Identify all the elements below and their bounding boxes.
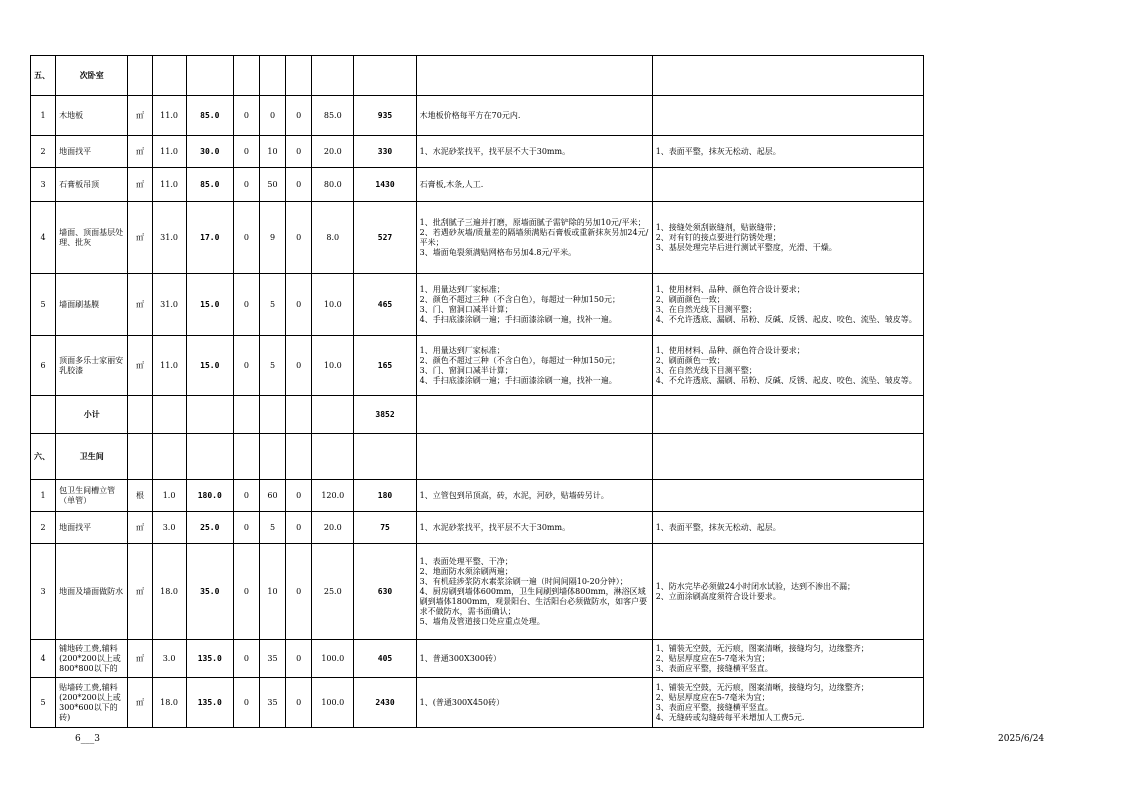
item-unit: ㎡	[128, 96, 152, 136]
section-title: 卫生间	[56, 434, 128, 480]
item-quality-requirement: 1、表面平整，抹灰无松动、起层。	[652, 136, 923, 168]
item-total: 935	[354, 96, 416, 136]
item-cost-3: 0	[286, 136, 312, 168]
item-cost-2: 5	[259, 512, 285, 544]
empty-cell	[31, 396, 56, 434]
item-quantity: 3.0	[152, 640, 186, 678]
subtotal-row	[31, 396, 924, 434]
table-row	[31, 96, 924, 136]
empty-cell	[354, 434, 416, 480]
item-process-note: 1、普通300X300砖）	[416, 640, 652, 678]
item-number: 3	[31, 544, 56, 640]
item-unit: ㎡	[128, 202, 152, 274]
item-name: 包卫生间槽立管（单管）	[56, 480, 128, 512]
item-unit: ㎡	[128, 678, 152, 728]
item-cost-3: 0	[286, 96, 312, 136]
item-name: 墙面刷基膜	[56, 274, 128, 336]
item-name: 木地板	[56, 96, 128, 136]
item-cost-3: 0	[286, 202, 312, 274]
empty-cell	[312, 396, 354, 434]
item-unit: ㎡	[128, 136, 152, 168]
item-unit: 根	[128, 480, 152, 512]
item-total: 75	[354, 512, 416, 544]
item-cost-1: 0	[233, 640, 259, 678]
section-number: 六、	[31, 434, 56, 480]
item-unit: ㎡	[128, 274, 152, 336]
empty-cell	[652, 434, 923, 480]
item-total: 2430	[354, 678, 416, 728]
item-number: 5	[31, 678, 56, 728]
item-quality-requirement: 1、铺装无空鼓，无污痕，图案清晰，接缝均匀，边缘整齐； 2、贴层厚度应在5-7毫米为宜； 3、表面应平整，接缝横平竖直。 4、无缝砖或勾缝砖每平米增加人工费5元.	[652, 678, 923, 728]
item-process-note: 石膏板,木条,人工.	[416, 168, 652, 202]
item-unit-price: 135.0	[186, 678, 233, 728]
empty-cell	[652, 396, 923, 434]
item-cost-3: 0	[286, 512, 312, 544]
item-cost-4: 100.0	[312, 678, 354, 728]
item-unit-price: 35.0	[186, 544, 233, 640]
empty-cell	[312, 56, 354, 96]
item-number: 1	[31, 96, 56, 136]
item-cost-2: 9	[259, 202, 285, 274]
table-row	[31, 640, 924, 678]
item-quantity: 18.0	[152, 544, 186, 640]
empty-cell	[128, 434, 152, 480]
item-cost-1: 0	[233, 512, 259, 544]
empty-cell	[286, 56, 312, 96]
item-number: 4	[31, 640, 56, 678]
item-total: 405	[354, 640, 416, 678]
item-process-note: 1、水泥砂浆找平，找平层不大于30mm。	[416, 512, 652, 544]
item-unit: ㎡	[128, 512, 152, 544]
item-quantity: 11.0	[152, 136, 186, 168]
item-unit-price: 15.0	[186, 274, 233, 336]
item-cost-2: 0	[259, 96, 285, 136]
item-quality-requirement	[652, 480, 923, 512]
item-total: 165	[354, 336, 416, 396]
item-unit-price: 25.0	[186, 512, 233, 544]
item-cost-2: 10	[259, 136, 285, 168]
empty-cell	[286, 396, 312, 434]
empty-cell	[416, 56, 652, 96]
item-cost-3: 0	[286, 274, 312, 336]
empty-cell	[152, 56, 186, 96]
quote-table	[30, 55, 924, 728]
item-name: 地面找平	[56, 136, 128, 168]
section-number: 五、	[31, 56, 56, 96]
empty-cell	[312, 434, 354, 480]
item-cost-2: 60	[259, 480, 285, 512]
item-cost-3: 0	[286, 640, 312, 678]
item-cost-4: 20.0	[312, 136, 354, 168]
item-total: 1430	[354, 168, 416, 202]
item-unit-price: 85.0	[186, 168, 233, 202]
item-number: 2	[31, 512, 56, 544]
item-cost-1: 0	[233, 96, 259, 136]
empty-cell	[128, 396, 152, 434]
item-name: 墙面、顶面基层处理、批灰	[56, 202, 128, 274]
item-name: 贴墙砖工费,辅料(200*200以上或300*600以下的砖)	[56, 678, 128, 728]
item-number: 3	[31, 168, 56, 202]
item-process-note: 1、立管包到吊顶高，砖，水泥，河砂，贴墙砖另计。	[416, 480, 652, 512]
item-quantity: 11.0	[152, 336, 186, 396]
item-number: 6	[31, 336, 56, 396]
empty-cell	[259, 396, 285, 434]
item-unit-price: 180.0	[186, 480, 233, 512]
item-total: 330	[354, 136, 416, 168]
item-cost-2: 50	[259, 168, 285, 202]
item-cost-4: 100.0	[312, 640, 354, 678]
section-header-row	[31, 434, 924, 480]
empty-cell	[354, 56, 416, 96]
empty-cell	[152, 434, 186, 480]
item-cost-1: 0	[233, 678, 259, 728]
item-cost-2: 5	[259, 336, 285, 396]
section-title: 次卧室	[56, 56, 128, 96]
item-unit: ㎡	[128, 336, 152, 396]
item-cost-3: 0	[286, 480, 312, 512]
table-row	[31, 480, 924, 512]
table-row	[31, 336, 924, 396]
item-name: 铺地砖工费,辅料(200*200以上或800*800以下的	[56, 640, 128, 678]
item-cost-4: 85.0	[312, 96, 354, 136]
empty-cell	[259, 434, 285, 480]
item-quantity: 3.0	[152, 512, 186, 544]
empty-cell	[286, 434, 312, 480]
item-quantity: 11.0	[152, 168, 186, 202]
item-unit-price: 135.0	[186, 640, 233, 678]
item-unit: ㎡	[128, 640, 152, 678]
item-quality-requirement: 1、使用材料、品种、颜色符合设计要求； 2、刷面颜色一致； 3、在自然光线下目测平整； 4、不允许透底、漏刷、吊粉、反碱、反锈、起皮、咬色、流坠、皱皮等。	[652, 274, 923, 336]
empty-cell	[652, 56, 923, 96]
empty-cell	[186, 434, 233, 480]
item-cost-2: 10	[259, 544, 285, 640]
subtotal-value: 3852	[354, 396, 416, 434]
empty-cell	[128, 56, 152, 96]
item-cost-1: 0	[233, 336, 259, 396]
item-number: 4	[31, 202, 56, 274]
page-number: 6___3	[75, 734, 100, 744]
item-total: 180	[354, 480, 416, 512]
table-row	[31, 274, 924, 336]
item-name: 顶面多乐士家丽安乳胶漆	[56, 336, 128, 396]
item-cost-4: 80.0	[312, 168, 354, 202]
item-cost-2: 35	[259, 678, 285, 728]
table-row	[31, 512, 924, 544]
empty-cell	[416, 434, 652, 480]
item-unit: ㎡	[128, 168, 152, 202]
item-cost-3: 0	[286, 678, 312, 728]
item-process-note: 1、批刮腻子三遍并打磨，原墙面腻子需铲除的另加10元/平米； 2、若遇砂灰墙/质量差的隔墙须满贴石膏板或重新抹灰另加24元/平米； 3、墙面龟裂须满贴网格布另加4.8元/平米。	[416, 202, 652, 274]
item-name: 地面及墙面做防水	[56, 544, 128, 640]
item-process-note: 1、水泥砂浆找平，找平层不大于30mm。	[416, 136, 652, 168]
print-date: 2025/6/24	[998, 734, 1045, 744]
item-cost-4: 25.0	[312, 544, 354, 640]
item-cost-1: 0	[233, 136, 259, 168]
item-cost-1: 0	[233, 480, 259, 512]
item-total: 630	[354, 544, 416, 640]
item-cost-3: 0	[286, 336, 312, 396]
item-process-note: 1、用量达到厂家标准； 2、颜色不超过三种（不含白色），每超过一种加150元； 3、门、窗洞口减半计算； 4、手扫底漆涂刷一遍；手扫面漆涂刷一遍，找补一遍。	[416, 336, 652, 396]
empty-cell	[233, 56, 259, 96]
item-cost-1: 0	[233, 274, 259, 336]
item-quantity: 18.0	[152, 678, 186, 728]
empty-cell	[233, 434, 259, 480]
item-quality-requirement: 1、使用材料、品种、颜色符合设计要求； 2、刷面颜色一致； 3、在自然光线下目测平整； 4、不允许透底、漏刷、吊粉、反碱、反锈、起皮、咬色、流坠、皱皮等。	[652, 336, 923, 396]
item-cost-4: 120.0	[312, 480, 354, 512]
item-unit-price: 15.0	[186, 336, 233, 396]
item-process-note: 1、(普通300X450砖）	[416, 678, 652, 728]
item-cost-1: 0	[233, 544, 259, 640]
item-unit: ㎡	[128, 544, 152, 640]
empty-cell	[186, 56, 233, 96]
item-number: 5	[31, 274, 56, 336]
empty-cell	[233, 396, 259, 434]
item-quantity: 31.0	[152, 202, 186, 274]
item-process-note: 1、用量达到厂家标准； 2、颜色不超过三种（不含白色），每超过一种加150元； 3、门、窗洞口减半计算； 4、手扫底漆涂刷一遍；手扫面漆涂刷一遍，找补一遍。	[416, 274, 652, 336]
section-header-row	[31, 56, 924, 96]
item-cost-4: 20.0	[312, 512, 354, 544]
item-unit-price: 17.0	[186, 202, 233, 274]
empty-cell	[259, 56, 285, 96]
item-total: 465	[354, 274, 416, 336]
table-row	[31, 168, 924, 202]
item-name: 地面找平	[56, 512, 128, 544]
item-number: 2	[31, 136, 56, 168]
empty-cell	[416, 396, 652, 434]
item-number: 1	[31, 480, 56, 512]
item-quality-requirement	[652, 168, 923, 202]
item-cost-4: 10.0	[312, 274, 354, 336]
item-cost-3: 0	[286, 544, 312, 640]
item-quality-requirement: 1、接缝处须刮嵌缝剂，贴嵌缝带； 2、对有钉的接点要进行防锈处理； 3、基层处理完毕后进行测试平整度，光滑、干燥。	[652, 202, 923, 274]
empty-cell	[152, 396, 186, 434]
empty-cell	[186, 396, 233, 434]
item-quantity: 1.0	[152, 480, 186, 512]
item-cost-4: 8.0	[312, 202, 354, 274]
table-row	[31, 136, 924, 168]
item-quality-requirement	[652, 96, 923, 136]
item-unit-price: 30.0	[186, 136, 233, 168]
item-unit-price: 85.0	[186, 96, 233, 136]
item-cost-1: 0	[233, 202, 259, 274]
item-cost-2: 5	[259, 274, 285, 336]
item-quantity: 11.0	[152, 96, 186, 136]
item-name: 石膏板吊顶	[56, 168, 128, 202]
item-cost-2: 35	[259, 640, 285, 678]
table-row	[31, 544, 924, 640]
table-row	[31, 678, 924, 728]
item-quality-requirement: 1、防水完毕必须做24小时闭水试验，达到不渗出不漏； 2、立面涂刷高度须符合设计要求。	[652, 544, 923, 640]
item-quality-requirement: 1、表面平整，抹灰无松动、起层。	[652, 512, 923, 544]
item-quantity: 31.0	[152, 274, 186, 336]
item-quality-requirement: 1、铺装无空鼓，无污痕，图案清晰，接缝均匀，边缘整齐； 2、贴层厚度应在5-7毫米为宜； 3、表面应平整，接缝横平竖直。	[652, 640, 923, 678]
item-cost-3: 0	[286, 168, 312, 202]
item-total: 527	[354, 202, 416, 274]
item-process-note: 木地板价格每平方在70元内.	[416, 96, 652, 136]
item-cost-4: 10.0	[312, 336, 354, 396]
subtotal-label: 小计	[56, 396, 128, 434]
item-cost-1: 0	[233, 168, 259, 202]
table-row	[31, 202, 924, 274]
item-process-note: 1、表面处理平整、干净； 2、地面防水须涂刷两遍； 3、有机硅涉浆防水素浆涂刷一遍（时间间隔10-20分钟）； 4、厨房刷到墙体600mm，卫生间刷到墙体800mm，淋浴区域刷到墙体1800mm，观景阳台、生活阳台必须做防水，如客户要求不做防水，需书面确认； 5、墙角及管道接口处应重点处理。	[416, 544, 652, 640]
